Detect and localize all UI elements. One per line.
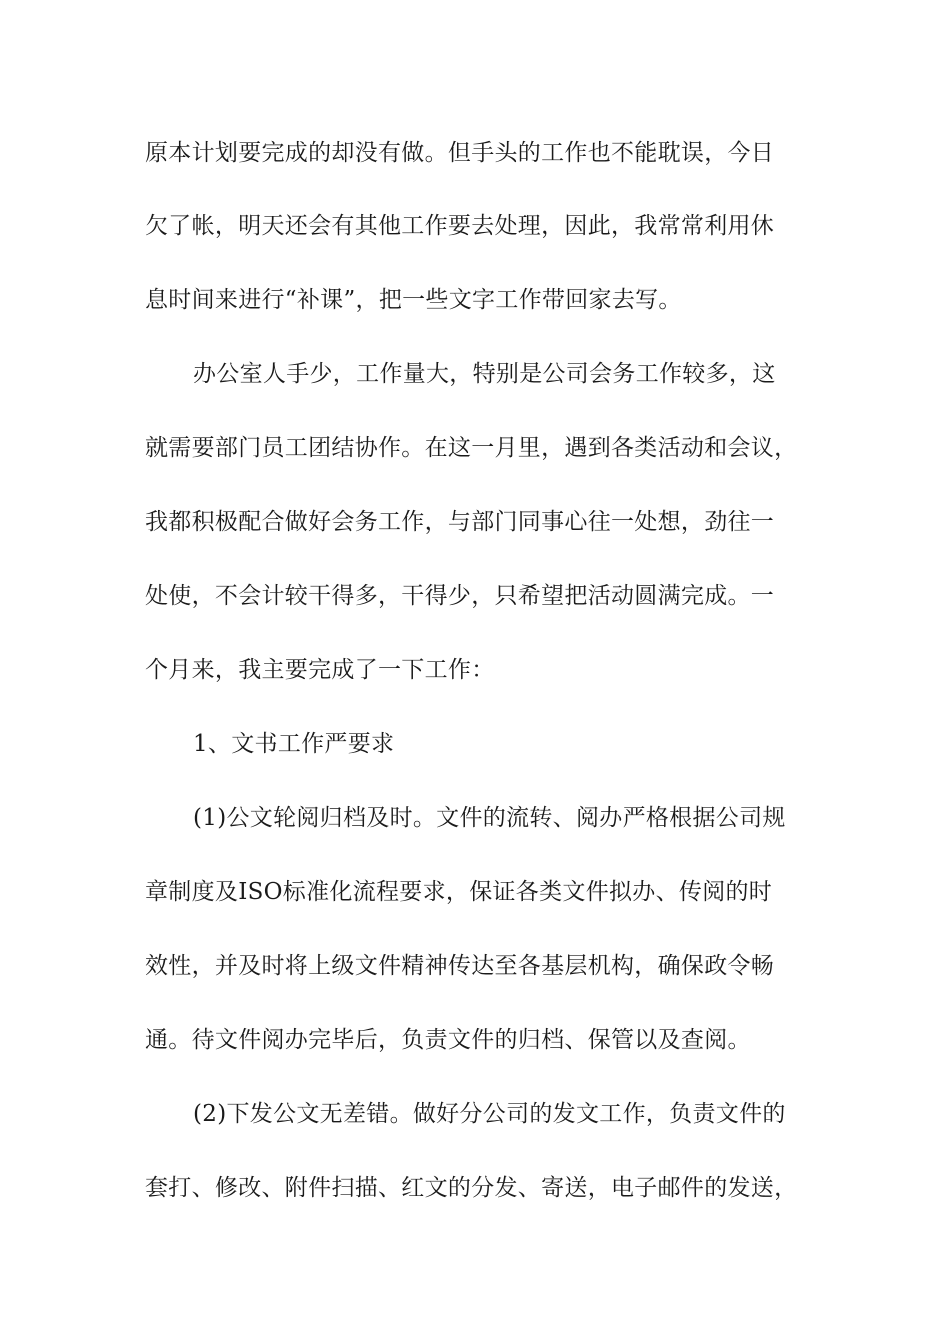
paragraph-line: 处使，不会计较干得多，干得少，只希望把活动圆满完成。一 [145,583,775,609]
paragraph-line: 原本计划要完成的却没有做。但手头的工作也不能耽误，今日 [145,140,775,166]
paragraph-line: (1)公文轮阅归档及时。文件的流转、阅办严格根据公司规 [193,805,786,831]
paragraph-line: 通。待文件阅办完毕后，负责文件的归档、保管以及查阅。 [145,1027,751,1053]
paragraph-line: 效性，并及时将上级文件精神传达至各基层机构，确保政令畅 [145,953,775,979]
section-heading: 1、文书工作严要求 [193,731,395,757]
paragraph-line: 办公室人手少，工作量大，特别是公司会务工作较多，这 [193,361,776,387]
paragraph-line: 就需要部门员工团结协作。在这一月里，遇到各类活动和会议， [145,435,798,461]
paragraph-line: (2)下发公文无差错。做好分公司的发文工作，负责文件的 [193,1101,786,1127]
paragraph-line: 我都积极配合做好会务工作，与部门同事心往一处想，劲往一 [145,509,775,535]
paragraph-line: 个月来，我主要完成了一下工作： [145,657,495,683]
paragraph-line: 欠了帐，明天还会有其他工作要去处理，因此，我常常利用休 [145,213,775,239]
paragraph-line: 息时间来进行“补课”，把一些文字工作带回家去写。 [145,287,682,313]
paragraph-line: 套打、修改、附件扫描、红文的分发、寄送，电子邮件的发送， [145,1175,798,1201]
paragraph-line: 章制度及ISO标准化流程要求，保证各类文件拟办、传阅的时 [145,879,773,905]
